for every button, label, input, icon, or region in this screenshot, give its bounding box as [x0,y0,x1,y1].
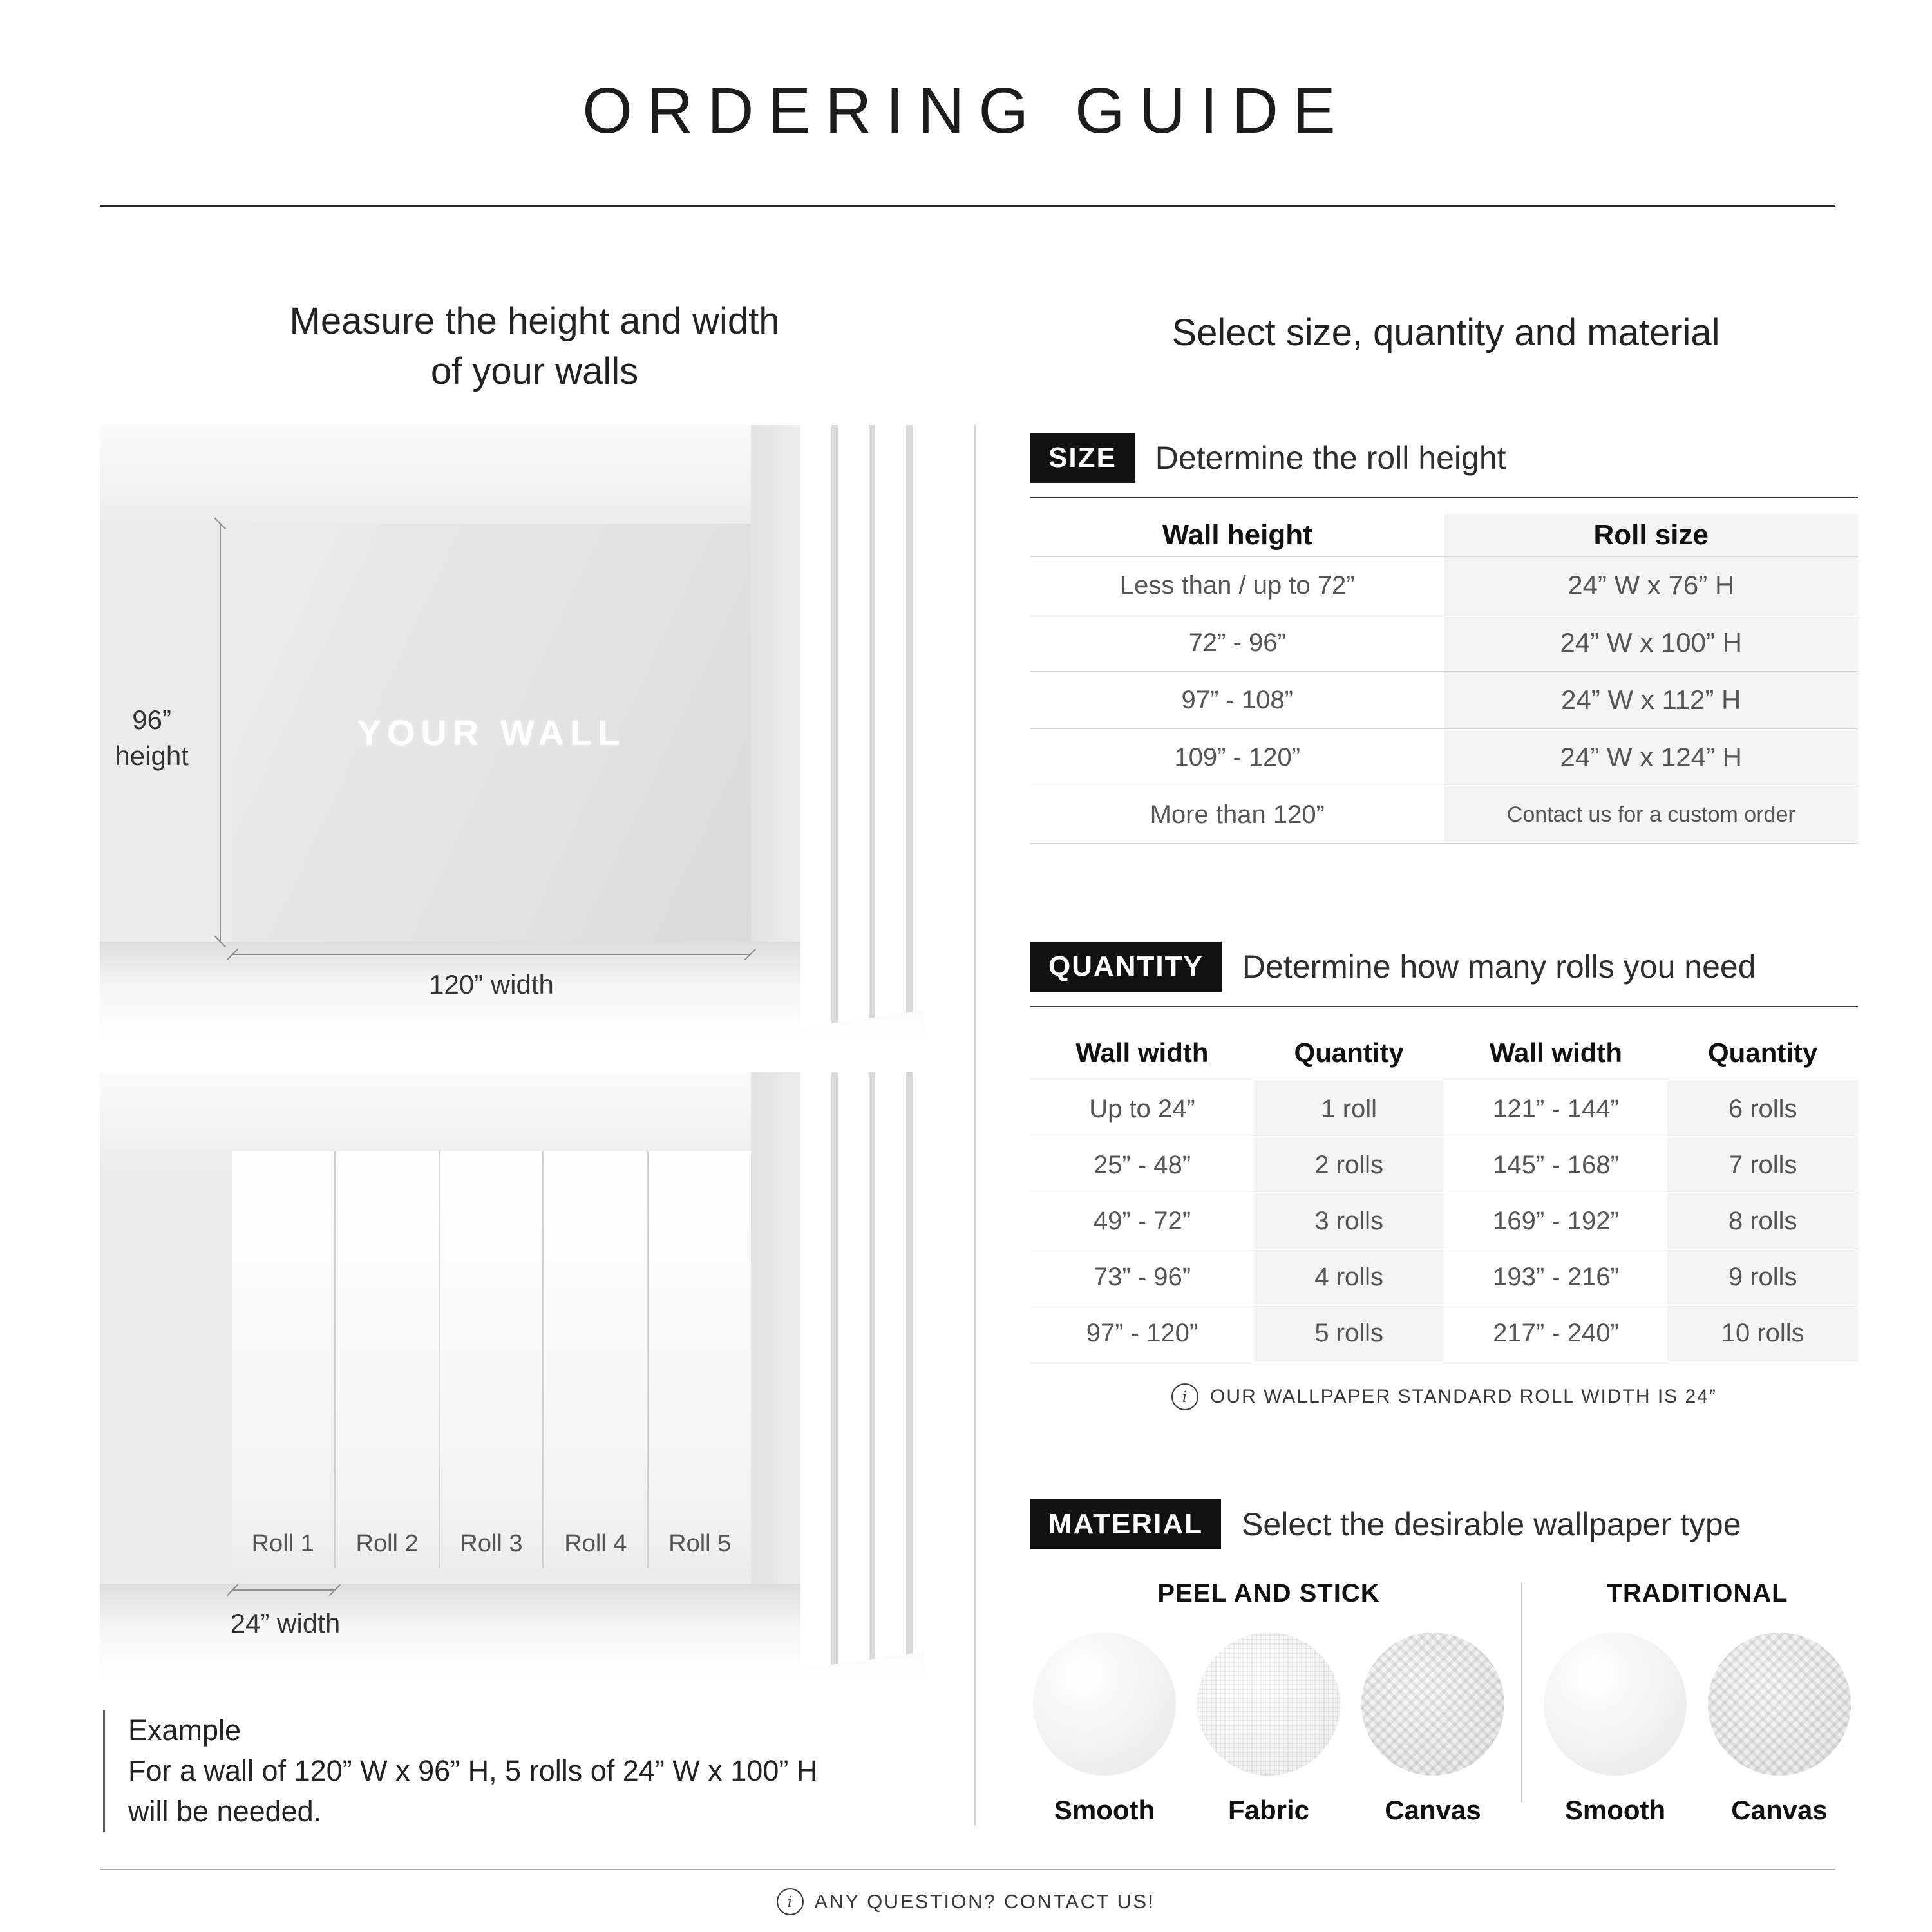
room-illustration-measure [100,425,924,1040]
size-table-header [1030,514,1858,557]
quantity-wall-cell: 145” - 168” [1493,1150,1619,1179]
quantity-wall-cell: 49” - 72” [1093,1206,1191,1235]
quantity-qty-cell: 5 rolls [1254,1305,1444,1361]
canvas-texture-swatch [1361,1633,1504,1776]
size-roll-cell: 24” W x 76” H [1444,557,1859,614]
roll-label: Roll 2 [355,1530,419,1558]
left-column-heading [103,296,966,397]
quantity-qty-cell: 10 rolls [1667,1305,1858,1361]
quantity-table-header [1030,1025,1858,1081]
room-illustration-rolls [100,1072,924,1681]
size-table-row [1030,729,1858,786]
room-windows [800,1072,924,1669]
size-wall-cell: 97” - 108” [1181,685,1293,714]
quantity-wall-cell: 97” - 120” [1086,1318,1198,1347]
size-table-row [1030,786,1858,844]
size-badge: SIZE [1030,433,1135,483]
peel-and-stick-title: PEEL AND STICK [1157,1579,1380,1607]
size-roll-cell: 24” W x 100” H [1444,614,1859,671]
size-wall-cell: More than 120” [1150,800,1325,829]
material-option-smooth [1029,1633,1180,1826]
quantity-qty-cell: 2 rolls [1254,1137,1444,1193]
traditional-title: TRADITIONAL [1606,1579,1788,1607]
traditional-swatches [1540,1633,1855,1826]
swatch-label: Fabric [1227,1795,1310,1825]
material-option-fabric [1193,1633,1345,1826]
room-windows [800,425,924,1028]
footer-contact-note [0,1888,1932,1915]
quantity-table-row [1030,1305,1858,1361]
roll-label: Roll 4 [564,1530,627,1558]
material-group-peel-and-stick [1030,1579,1507,1826]
fabric-texture-swatch [1197,1633,1340,1776]
size-header-wall-height: Wall height [1162,519,1312,551]
left-heading-line2: of your walls [430,350,639,393]
quantity-wall-cell: 193” - 216” [1493,1262,1619,1291]
your-wall [232,524,751,942]
quantity-table-row [1030,1137,1858,1193]
material-option-smooth [1540,1633,1691,1826]
size-table-row [1030,614,1858,672]
material-option-canvas [1358,1633,1509,1826]
wall-height-label [106,702,197,775]
standard-roll-width-note [1030,1383,1858,1410]
swatch-label: Smooth [1564,1795,1666,1825]
left-heading-line1: Measure the height and width [289,300,780,342]
quantity-header-quantity-1: Quantity [1294,1037,1404,1068]
size-header-roll-size: Roll size [1444,514,1859,556]
quantity-wall-cell: 25” - 48” [1093,1150,1191,1179]
roll-panel [544,1151,647,1568]
roll-width-label: 24” width [230,1607,341,1638]
material-section-header [1030,1499,1858,1564]
quantity-qty-cell: 4 rolls [1254,1249,1444,1305]
note-text: OUR WALLPAPER STANDARD ROLL WIDTH IS 24” [1210,1386,1717,1407]
wallpaper-roll-panels [232,1151,751,1568]
quantity-table [1030,1025,1858,1361]
roll-panel [649,1151,751,1568]
roll-label: Roll 1 [251,1530,314,1558]
quantity-qty-cell: 1 roll [1254,1081,1444,1137]
swatch-label: Canvas [1385,1795,1481,1825]
quantity-wall-cell: 169” - 192” [1493,1206,1619,1235]
quantity-wall-cell: 73” - 96” [1093,1262,1191,1291]
size-roll-custom-note: Contact us for a custom order [1506,802,1795,827]
quantity-header-quantity-2: Quantity [1708,1037,1818,1068]
your-wall-label: YOUR WALL [357,712,626,753]
quantity-subtitle: Determine how many rolls you need [1242,949,1756,985]
example-title: Example [128,1714,242,1747]
quantity-header-wall-width-1: Wall width [1075,1037,1209,1068]
size-wall-cell: Less than / up to 72” [1119,571,1355,600]
swatch-label: Smooth [1054,1795,1155,1825]
example-line1: For a wall of 120” W x 96” H, 5 rolls of 24” W x 100” H [128,1754,818,1787]
roll-width-measure-line [232,1589,336,1591]
size-wall-cell: 109” - 120” [1174,743,1301,772]
info-icon: i [777,1888,804,1915]
roll-label: Roll 5 [668,1530,732,1558]
info-icon: i [1171,1383,1198,1410]
quantity-qty-cell: 8 rolls [1667,1193,1858,1249]
quantity-qty-cell: 6 rolls [1667,1081,1858,1137]
page-title: ORDERING GUIDE [582,75,1350,147]
quantity-table-row [1030,1193,1858,1249]
quantity-table-row [1030,1081,1858,1137]
quantity-header-wall-width-2: Wall width [1489,1037,1622,1068]
quantity-qty-cell: 7 rolls [1667,1137,1858,1193]
example-note [103,1710,940,1832]
example-line2: will be needed. [128,1795,322,1828]
material-subtitle: Select the desirable wallpaper type [1242,1506,1741,1542]
roll-panel [336,1151,439,1568]
column-divider [974,425,976,1826]
quantity-qty-cell: 9 rolls [1667,1249,1858,1305]
canvas-texture-swatch [1708,1633,1851,1776]
quantity-wall-cell: Up to 24” [1089,1094,1195,1123]
size-table-row [1030,672,1858,729]
quantity-badge: QUANTITY [1030,942,1222,992]
material-option-canvas [1704,1633,1855,1826]
material-group-traditional [1537,1579,1858,1826]
quantity-section-header [1030,942,1858,1007]
quantity-wall-cell: 121” - 144” [1493,1094,1619,1123]
smooth-texture-swatch [1544,1633,1687,1776]
smooth-texture-swatch [1033,1633,1176,1776]
wall-height-value: 96” [132,704,171,735]
width-measure-line [232,954,751,955]
height-measure-line [220,524,221,942]
size-subtitle: Determine the roll height [1155,440,1506,476]
material-options [1030,1579,1858,1826]
roll-panel [232,1151,334,1568]
swatch-label: Canvas [1731,1795,1828,1825]
size-roll-cell: 24” W x 124” H [1444,729,1859,786]
size-table-row [1030,557,1858,614]
size-table [1030,514,1858,844]
right-column-heading: Select size, quantity and material [1171,312,1720,354]
roll-panel [440,1151,543,1568]
size-roll-cell: 24” W x 112” H [1444,672,1859,728]
material-group-divider [1521,1583,1522,1802]
roll-label: Roll 3 [460,1530,523,1558]
size-section-header [1030,433,1858,498]
quantity-qty-cell: 3 rolls [1254,1193,1444,1249]
title-divider [100,205,1835,207]
peel-and-stick-swatches [1029,1633,1509,1826]
size-roll-cell [1444,786,1859,843]
quantity-wall-cell: 217” - 240” [1493,1318,1619,1347]
footer-divider [100,1869,1835,1870]
quantity-table-row [1030,1249,1858,1305]
size-wall-cell: 72” - 96” [1188,628,1286,657]
footer-text: ANY QUESTION? CONTACT US! [814,1890,1155,1913]
material-badge: MATERIAL [1030,1499,1221,1549]
wall-height-word: height [115,741,189,772]
wall-width-label: 120” width [429,969,554,1000]
